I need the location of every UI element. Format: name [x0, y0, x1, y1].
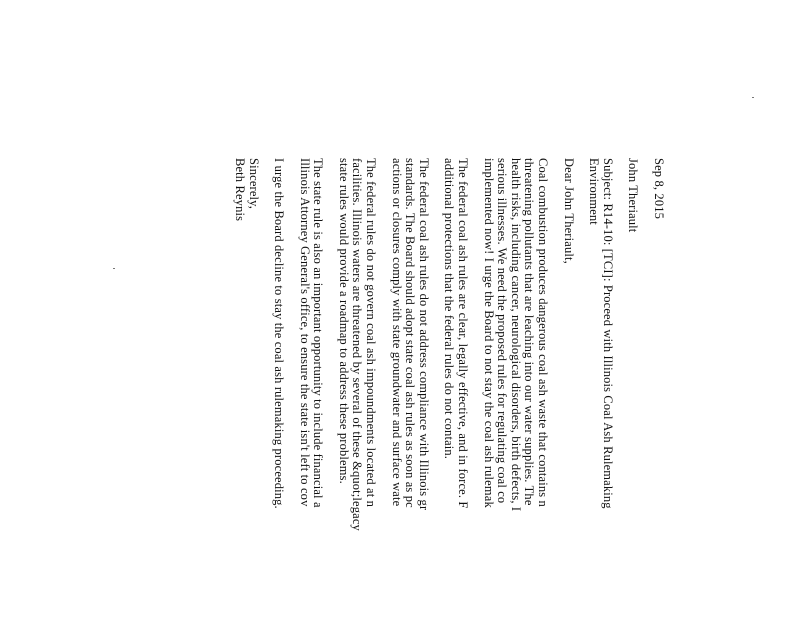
- paragraph-line: Coal combustion produces dangerous coal ash waste that contains n: [536, 158, 551, 507]
- paragraph-line: additional protections that the federal rules do not contain.: [442, 158, 457, 460]
- paragraph-line: actions or closures comply with state groundwater and surface wate: [389, 158, 404, 507]
- paragraph-line: The federal coal ash rules are clear, legally effective, and in force. F: [456, 158, 471, 509]
- paragraph-line: I urge the Board decline to stay the coal ash rulemaking proceeding.: [272, 158, 287, 509]
- paragraph-line: health risks, including cancer, neurological disorders, birth defects, I: [508, 158, 523, 512]
- paragraph-line: Illinois Attorney General's office, to ensure the state isn't left to cov: [297, 158, 312, 507]
- letter-closing: Sincerely,: [246, 158, 261, 210]
- paragraph-legacy-impoundments: [336, 158, 377, 618]
- paragraph-line: state rules would provide a roadmap to address these problems.: [336, 158, 351, 484]
- paragraph-coal-combustion: [481, 158, 549, 618]
- letter-subject-line: Environment: [587, 158, 602, 225]
- paragraph-federal-rules-clear: [442, 158, 469, 618]
- letter-body: [232, 158, 665, 618]
- letter-salutation: Dear John Theriault,: [561, 158, 576, 264]
- paragraph-line: The state rule is also an important opportunity to include financial a: [311, 158, 326, 508]
- letter-signature: Beth Reynis: [232, 158, 247, 222]
- letter-subject-line: Subject: R14-10: [TCI]: Proceed with Illinois Coal Ash Rulemaking: [600, 158, 615, 509]
- paragraph-line: facilities. Illinois waters are threatened by several of these &quot;legacy: [350, 158, 365, 531]
- scan-speck: [113, 268, 115, 269]
- paragraph-line: The federal rules do not govern coal ash impoundments located at n: [364, 158, 379, 508]
- scan-speck: [752, 97, 754, 98]
- paragraph-line: implemented now! I urge the Board to not stay the coal ash rulemak: [481, 158, 496, 508]
- paragraph-financial-assurance: [297, 158, 324, 618]
- paragraph-line: serious illnesses. We need the proposed rules for regulating coal co: [495, 158, 510, 504]
- paragraph-line: threatening pollutants that are leaching into our water supplies. The: [522, 158, 537, 506]
- paragraph-line: standards. The Board should adopt state coal ash rules as soon as pc: [403, 158, 418, 508]
- letter-date: Sep 8, 2015: [652, 158, 666, 220]
- paragraph-groundwater-compliance: [389, 158, 430, 618]
- letter-recipient: John Theriault: [626, 158, 641, 233]
- paragraph-line: The federal coal ash rules do not address compliance with Illinois gr: [416, 158, 431, 511]
- paragraph-closing-request: [272, 158, 286, 618]
